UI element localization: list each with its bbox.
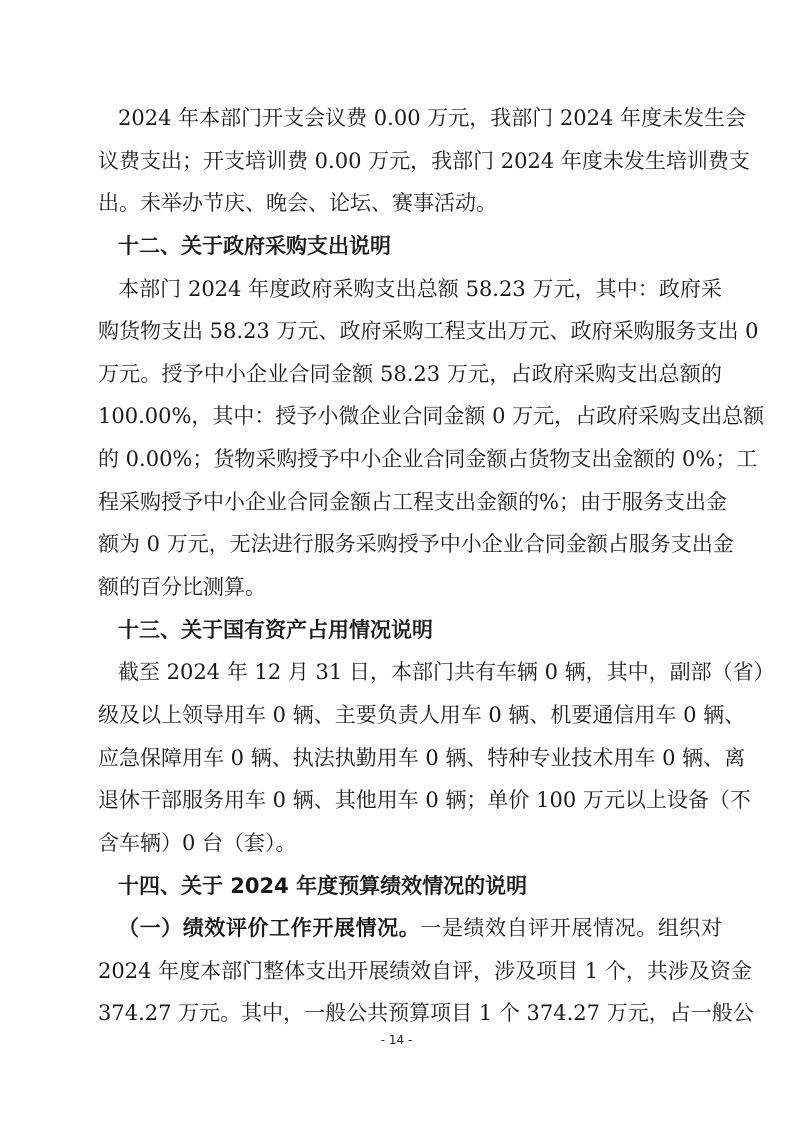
paragraph-line: 出。未举办节庆、晚会、论坛、赛事活动。	[98, 191, 497, 216]
paragraph-line	[98, 907, 722, 950]
paragraph-line: 本部门 2024 年度政府采购支出总额 58.23 万元，其中：政府采	[118, 276, 722, 301]
paragraph-line: 374.27 万元。其中，一般公共预算项目 1 个 374.27 万元，占一般公	[98, 1001, 754, 1026]
paragraph-line: 级及以上领导用车 0 辆、主要负责人用车 0 辆、机要通信用车 0 辆、	[98, 702, 746, 727]
paragraph-line: 购货物支出 58.23 万元、政府采购工程支出万元、政府采购服务支出 0	[98, 319, 759, 344]
section-heading-12: 十二、关于政府采购支出说明	[118, 233, 391, 258]
paragraph-line: 2024 年本部门开支会议费 0.00 万元，我部门 2024 年度未发生会	[118, 106, 747, 130]
paragraph-line: 截至 2024 年 12 月 31 日，本部门共有车辆 0 辆，其中，副部（省）	[118, 660, 775, 685]
paragraph-line: 退休干部服务用车 0 辆、其他用车 0 辆；单价 100 万元以上设备（不	[98, 788, 751, 813]
paragraph-line: 应急保障用车 0 辆、执法执勤用车 0 辆、特种专业技术用车 0 辆、离	[98, 745, 746, 770]
page-number: - 14 -	[380, 1033, 413, 1047]
subheading-performance-evaluation: （一）绩效评价工作开展情况。	[118, 916, 421, 941]
body-text	[98, 97, 775, 1035]
section-heading-14: 十四、关于 2024 年度预算绩效情况的说明	[118, 873, 528, 898]
paragraph-line: 2024 年度本部门整体支出开展绩效自评，涉及项目 1 个，共涉及资金	[98, 958, 752, 983]
paragraph-line: 万元。授予中小企业合同金额 58.23 万元，占政府采购支出总额的	[98, 361, 722, 386]
paragraph-line: 额为 0 万元，无法进行服务采购授予中小企业合同金额占服务支出金	[98, 532, 734, 557]
paragraph-line: 程采购授予中小企业合同金额占工程支出金额的%；由于服务支出金	[98, 489, 727, 514]
paragraph-line: 的 0.00%；货物采购授予中小企业合同金额占货物支出金额的 0%；工	[98, 447, 758, 472]
section-heading-13: 十三、关于国有资产占用情况说明	[118, 617, 433, 642]
paragraph-line: 100.00%，其中：授予小微企业合同金额 0 万元，占政府采购支出总额	[98, 404, 765, 429]
paragraph-line: 议费支出；开支培训费 0.00 万元，我部门 2024 年度未发生培训费支	[98, 148, 750, 173]
paragraph-line: 额的百分比测算。	[98, 575, 266, 600]
paragraph-line: 含车辆）0 台（套）。	[98, 830, 297, 855]
paragraph-text: 一是绩效自评开展情况。组织对	[420, 916, 722, 941]
